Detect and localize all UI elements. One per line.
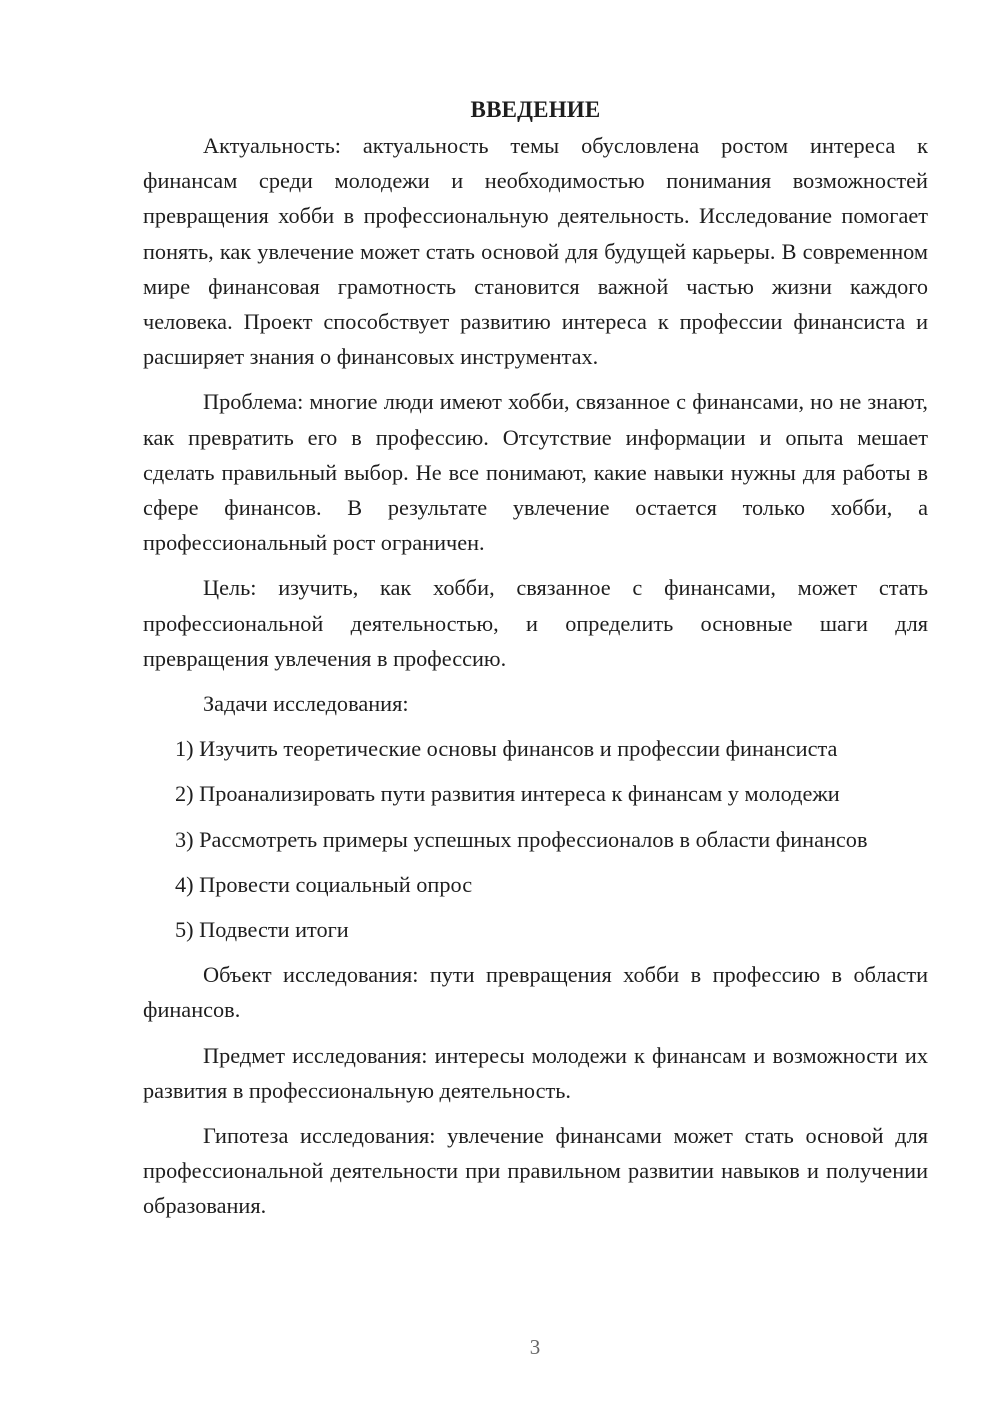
task-item-1: 1) Изучить теоретические основы финансов и профессии финансиста xyxy=(175,736,838,762)
paragraph-hypothesis: Гипотеза исследования: увлечение финансами может стать основой для профессиональной деятельности при правильном развитии навыков и получении образования. xyxy=(143,1123,928,1219)
paragraph-relevance: Актуальность: актуальность темы обусловлена ростом интереса к финансам среди молодежи и необходимостью понимания возможностей превращения хобби в профессиональную деятельность. Исследование помогает понять, как увлечение может стать основой для будущей карьеры. В современном мире финансовая грамотность становится важной частью жизни каждого человека. Проект способствует развитию интереса к профессии финансиста и расширяет знания о финансовых инструментах. xyxy=(143,133,928,370)
tasks-heading: Задачи исследования: xyxy=(203,691,409,717)
spacer xyxy=(143,1108,928,1118)
spacer xyxy=(143,812,928,822)
spacer xyxy=(143,560,928,570)
spacer xyxy=(143,721,928,731)
spacer xyxy=(143,1028,928,1038)
task-item-2: 2) Проанализировать пути развития интереса к финансам у молодежи xyxy=(175,781,840,807)
paragraph-subject: Предмет исследования: интересы молодежи к финансам и возможности их развития в профессиональную деятельность. xyxy=(143,1042,928,1103)
spacer xyxy=(143,902,928,912)
task-item-5: 5) Подвести итоги xyxy=(175,917,349,943)
spacer xyxy=(143,766,928,776)
page-title: ВВЕДЕНИЕ xyxy=(470,97,601,122)
paragraph-goal: Цель: изучить, как хобби, связанное с финансами, может стать профессиональной деятельностью, и определить основные шаги для превращения увлечения в профессию. xyxy=(143,575,928,671)
paragraph-problem: Проблема: многие люди имеют хобби, связанное с финансами, но не знают, как превратить его в профессию. Отсутствие информации и опыта мешает сделать правильный выбор. Не все понимают, какие навыки нужны для работы в сфере финансов. В результате увлечение остается только хобби, а профессиональный рост ограничен. xyxy=(143,389,928,556)
spacer xyxy=(143,676,928,686)
spacer xyxy=(143,374,928,384)
document-page xyxy=(143,92,928,1224)
spacer xyxy=(143,857,928,867)
task-item-4: 4) Провести социальный опрос xyxy=(175,871,473,897)
page-number: 3 xyxy=(529,1335,541,1359)
paragraph-object: Объект исследования: пути превращения хобби в профессию в области финансов. xyxy=(143,962,928,1023)
spacer xyxy=(143,947,928,957)
task-item-3: 3) Рассмотреть примеры успешных профессионалов в области финансов xyxy=(175,826,868,852)
